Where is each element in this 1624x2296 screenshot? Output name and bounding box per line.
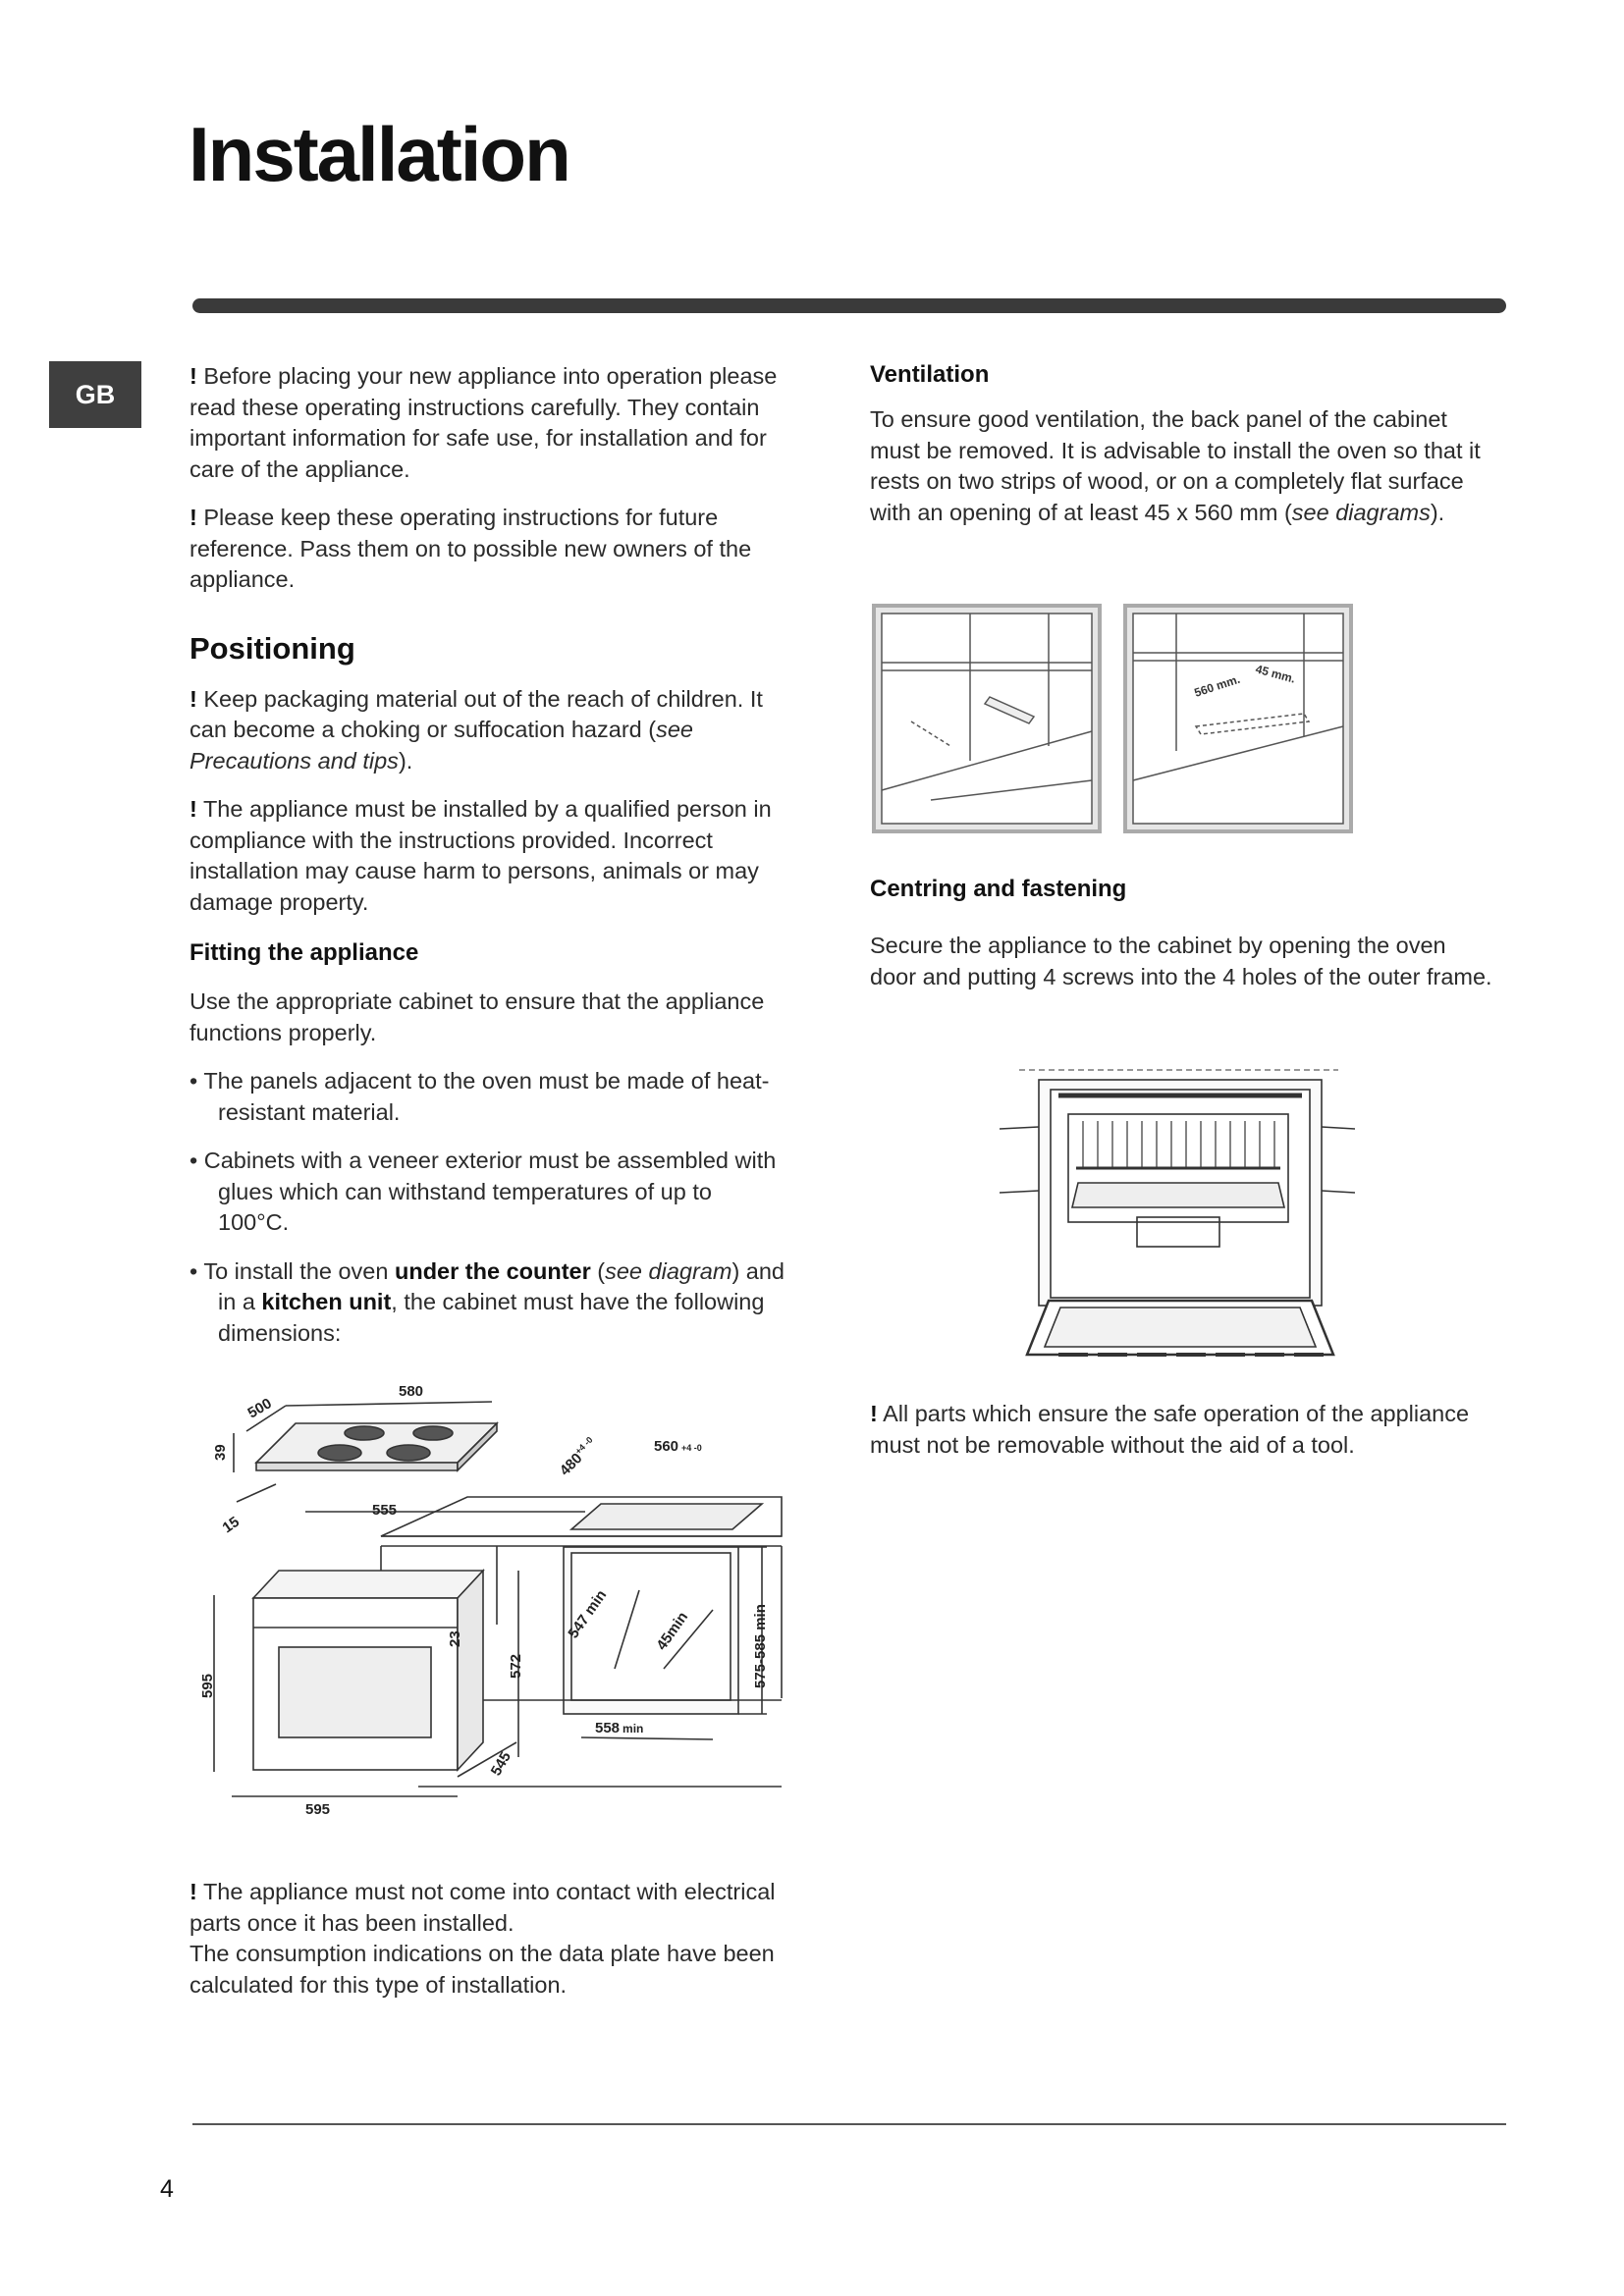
dim-label: 572 [508,1653,524,1679]
dim-label: 45min [653,1609,692,1654]
installer-warning: ! The appliance must be installed by a qualified person in compliance with the instructions provided. Incorrect installation may cause harm to persons, animals or may damage property. [189,796,772,915]
dim-label: 595 [305,1801,331,1818]
dim-label: 575-585 min [752,1604,769,1688]
dim-label: 547 min [565,1586,611,1642]
exclamation-icon: ! [189,1879,197,1904]
safety-note: ! All parts which ensure the safe operation of the appliance must not be removable without the aid of a tool. [870,1401,1470,1458]
dim-label: 500 [244,1395,275,1422]
vent-width-label: 560 mm. [1192,671,1242,700]
oven-fastening-diagram [1000,1060,1355,1374]
dim-label: $480^{+4 -0}$ [556,1434,595,1479]
language-tab: GB [49,361,141,428]
exclamation-icon: ! [189,505,197,530]
exclamation-icon: ! [870,1401,878,1426]
centring-text: Secure the appliance to the cabinet by opening the oven door and putting 4 screws into the 4 holes of the outer frame. [870,933,1492,989]
page-number: 4 [160,2175,174,2203]
consumption-note: The consumption indications on the data plate have been calculated for this type of installation. [189,1941,775,1998]
list-item: • The panels adjacent to the oven must be made of heat-resistant material. [189,1068,770,1125]
ventilation-diagram-wood-strips [874,606,1100,831]
packaging-warning: ! Keep packaging material out of the reach of children. It can become a choking or suffocation hazard (see Precautions and tips). [189,685,763,774]
exclamation-icon: ! [189,685,197,712]
dim-label: 560 +4 -0 [654,1438,702,1455]
installation-notes [189,1877,788,2001]
safety-note-section [870,1399,1498,1461]
dim-label: 15 [219,1513,243,1537]
dim-label: 545 [487,1748,514,1779]
footer-divider [192,2123,1506,2125]
page-title: Installation [189,111,569,197]
oven-illustration [253,1571,483,1770]
dim-label: 39 [212,1444,229,1461]
ventilation-diagram-opening [1125,606,1351,831]
contact-warning: ! The appliance must not come into contact with electrical parts once it has been installed. [189,1879,776,1936]
centring-section [870,876,1498,992]
ventilation-heading: Ventilation [870,361,990,388]
fitting-text: Use the appropriate cabinet to ensure that the appliance functions properly. [189,988,765,1045]
list-item: • To install the oven under the counter (see diagram) and in a kitchen unit, the cabinet must have the following dimensions: [189,1257,785,1346]
dim-label: 558 min [595,1720,644,1736]
dim-label: 555 [372,1502,398,1519]
ventilation-diagrams [872,604,1353,834]
exclamation-icon: ! [189,363,197,389]
dim-label: 595 [199,1673,216,1698]
dim-label: 23 [447,1630,463,1647]
cabinet-dimensions-diagram [192,1374,791,1836]
list-item: • Cabinets with a veneer exterior must be assembled with glues which can withstand temperatures of up to 100°C. [189,1148,777,1235]
intro-warning-2: ! Please keep these operating instructions for future reference. Pass them on to possible new owners of the appliance. [189,505,752,592]
left-column [189,361,788,1349]
ventilation-text: To ensure good ventilation, the back panel of the cabinet must be removed. It is advisable to install the oven so that it rests on two strips of wood, or on a completely flat surface with an opening of at least 45 x 560 mm (see diagrams). [870,406,1481,525]
header-divider [192,298,1506,313]
vent-depth-label: 45 mm. [1254,662,1297,686]
exclamation-icon: ! [189,796,197,822]
positioning-heading: Positioning [189,630,355,666]
hob-illustration [256,1423,497,1470]
right-column [870,361,1498,528]
centring-heading: Centring and fastening [870,876,1127,902]
dim-label: 580 [399,1383,424,1400]
fitting-heading: Fitting the appliance [189,939,419,966]
intro-warning-1: ! Before placing your new appliance into operation please read these operating instructions carefully. They contain important information for safe use, for installation and for care of the appliance. [189,363,778,482]
